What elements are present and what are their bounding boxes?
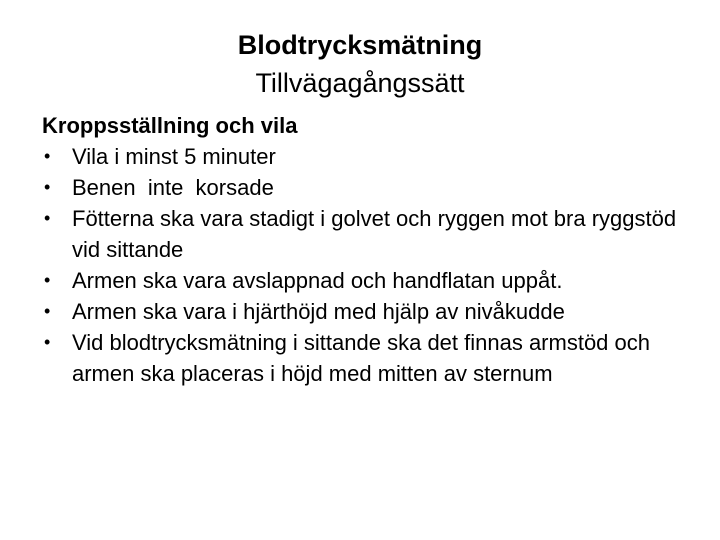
bullet-icon: • (44, 177, 51, 197)
list-item (42, 172, 682, 203)
bullet-icon: • (44, 146, 51, 166)
bullet-icon: • (44, 301, 51, 321)
list-item-text: Fötterna ska vara stadigt i golvet och ryggen mot bra ryggstöd vid sittande (72, 206, 677, 262)
title-main: Blodtrycksmätning (237, 30, 483, 60)
list-item (42, 265, 682, 296)
list-item (42, 141, 682, 172)
slide-content (42, 110, 682, 389)
list-item-text: Armen ska vara i hjärthöjd med hjälp av nivåkudde (72, 299, 565, 324)
bullet-icon: • (44, 332, 51, 352)
list-item-text: Armen ska vara avslappnad och handflatan uppåt. (72, 268, 563, 293)
title-subtitle: Tillvägagångssätt (255, 68, 465, 98)
section-heading: Kroppsställning och vila (42, 113, 298, 138)
slide-title (0, 26, 720, 102)
bullet-list (42, 141, 682, 389)
list-item-text: Vila i minst 5 minuter (72, 144, 276, 169)
list-item-text: Vid blodtrycksmätning i sittande ska det finnas armstöd och armen ska placeras i höjd med mitten av sternum (72, 330, 651, 386)
bullet-icon: • (44, 208, 51, 228)
list-item (42, 296, 682, 327)
list-item (42, 203, 682, 265)
list-item-text: Benen inte korsade (72, 175, 274, 200)
bullet-icon: • (44, 270, 51, 290)
list-item (42, 327, 682, 389)
